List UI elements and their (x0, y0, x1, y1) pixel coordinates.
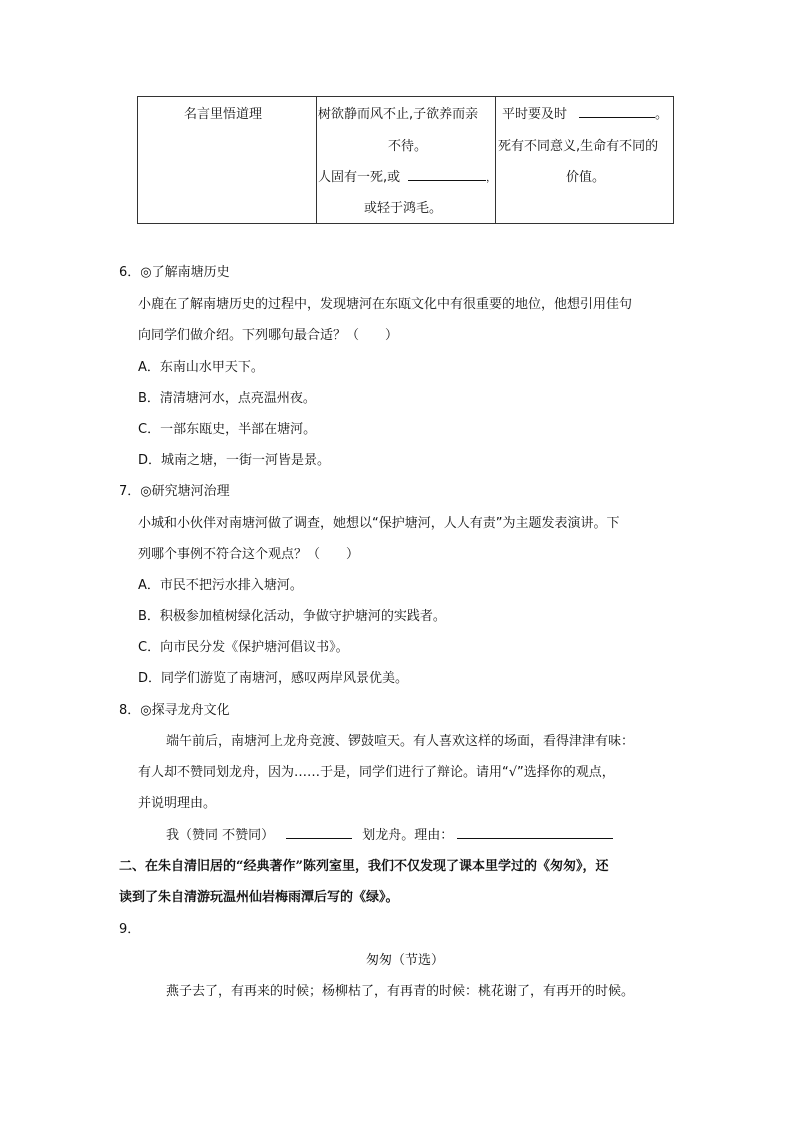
question-7-option-c[interactable]: C．向市民分发《保护塘河倡议书》。 (138, 640, 349, 655)
question-7-option-a[interactable]: A．市民不把污水排入塘河。 (138, 578, 303, 593)
table-cell-line: 树欲静而风不止,子欲养而亲 (318, 107, 479, 122)
question-6-option-c[interactable]: C．一部东瓯史，半部在塘河。 (138, 422, 317, 437)
table-cell-category: 名言里悟道理 (184, 107, 263, 122)
question-8-answer-line: 我（赞同 不赞同） 划龙舟。理由： (166, 829, 613, 842)
table-cell-line: 或轻于鸿毛。 (364, 201, 443, 216)
section-2-heading: 读到了朱自清游玩温州仙岩梅雨潭后写的《绿》。 (119, 890, 399, 905)
question-8-paragraph: 端午前后，南塘河上龙舟竞渡、锣鼓喧天。有人喜欢这样的场面，看得津津有味： (166, 734, 635, 749)
table-cell-line: 不待。 (388, 139, 428, 154)
table-cell-line: 人固有一死,或 ， (318, 170, 497, 185)
passage-title: 匆匆（节选） (366, 953, 445, 968)
section-2-heading: 二、在朱自清旧居的“经典著作”陈列室里，我们不仅发现了课本里学过的《匆匆》，还 (119, 859, 609, 874)
question-7-stem: 列哪个事例不符合这个观点？（ ） (138, 547, 360, 562)
question-8-paragraph: 有人却不赞同划龙舟，因为……于是，同学们进行了辩论。请用“√”选择你的观点， (138, 765, 615, 780)
question-7-option-b[interactable]: B．积极参加植树绿化活动，争做守护塘河的实践者。 (138, 609, 446, 624)
table-divider (495, 97, 496, 223)
question-6-stem: 向同学们做介绍。下列哪句最合适？（ ） (138, 328, 399, 343)
question-6-stem: 小鹿在了解南塘历史的过程中，发现塘河在东瓯文化中有很重要的地位，他想引用佳句 (138, 297, 633, 312)
question-8-paragraph: 并说明理由。 (138, 796, 217, 811)
opinion-blank[interactable] (286, 838, 352, 839)
question-7-title: 7．◎研究塘河治理 (119, 484, 230, 499)
question-6-option-d[interactable]: D．城南之塘，一街一河皆是景。 (138, 453, 331, 468)
table-divider (316, 97, 317, 223)
proverb-table (137, 96, 674, 224)
question-7-option-d[interactable]: D．同学们游览了南塘河，感叹两岸风景优美。 (138, 671, 409, 686)
fill-blank[interactable] (408, 180, 486, 181)
question-8-title: 8．◎探寻龙舟文化 (119, 703, 230, 718)
passage-text: 燕子去了，有再来的时候；杨柳枯了，有再青的时候：桃花谢了，有再开的时候。 (166, 984, 635, 999)
reason-blank[interactable] (457, 838, 613, 839)
table-cell-line: 平时要及时 。 (502, 107, 669, 122)
table-cell-line: 死有不同意义,生命有不同的 (498, 139, 659, 154)
question-6-option-a[interactable]: A．东南山水甲天下。 (138, 360, 264, 375)
table-cell-line: 价值。 (566, 170, 606, 185)
question-7-stem: 小城和小伙伴对南塘河做了调查，她想以“保护塘河，人人有责”为主题发表演讲。下 (138, 516, 620, 531)
question-6-option-b[interactable]: B．清清塘河水，点亮温州夜。 (138, 391, 316, 406)
fill-blank[interactable] (579, 117, 655, 118)
question-9-number: 9． (119, 922, 141, 937)
question-6-title: 6．◎了解南塘历史 (119, 265, 230, 280)
